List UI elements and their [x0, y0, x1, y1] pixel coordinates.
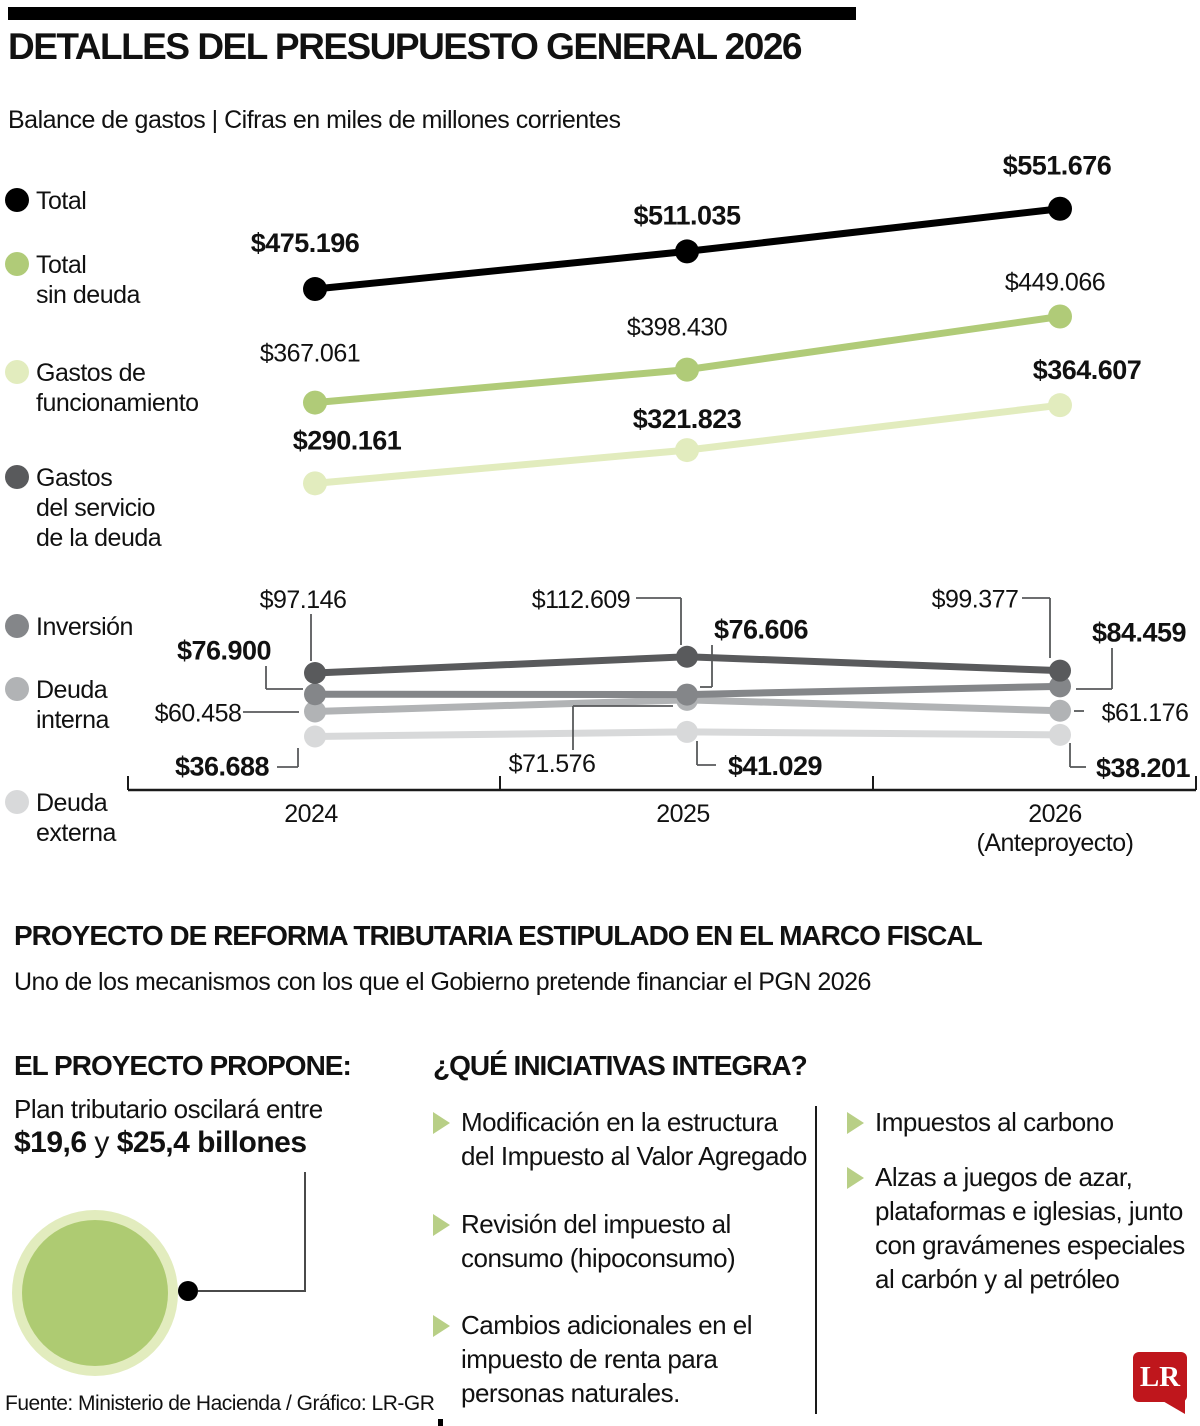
data-point: [303, 391, 327, 415]
data-point: [303, 277, 327, 301]
initiative-text: Modificación en la estructura del Impuesto al Valor Agregado: [461, 1107, 807, 1171]
value-label: $449.066: [1004, 268, 1106, 297]
value-label: $41.029: [727, 750, 823, 781]
value-label: $76.606: [713, 614, 809, 645]
initiative-item-carbono: [847, 1105, 1192, 1139]
legend-item-deuda-interna: [5, 675, 109, 735]
circle-leader-horizontal: [198, 1290, 306, 1292]
value-label: $61.176: [1101, 698, 1189, 727]
initiative-item-hipoconsumo: [433, 1207, 808, 1275]
lr-logo-tail-icon: [1161, 1400, 1185, 1414]
legend-label: Deuda: [36, 789, 108, 817]
value-label: $97.146: [259, 585, 347, 614]
proposal-line1: Plan tributario oscilará entre: [14, 1094, 323, 1124]
column-divider: [815, 1106, 817, 1414]
legend-label: Gastos de: [36, 359, 146, 387]
bullet-triangle-icon: [433, 1214, 450, 1236]
value-label: $367.061: [259, 339, 361, 368]
value-label: $84.459: [1091, 617, 1187, 648]
section2-title: PROYECTO DE REFORMA TRIBUTARIA ESTIPULADO EN EL MARCO FISCAL: [14, 920, 982, 951]
legend-label: Total: [36, 187, 87, 215]
legend-label: Deuda: [36, 676, 108, 704]
page-title: DETALLES DEL PRESUPUESTO GENERAL 2026: [8, 26, 801, 67]
bullet-triangle-icon: [433, 1315, 450, 1337]
legend-item-total: [5, 186, 86, 216]
section2-subtitle: Uno de los mecanismos con los que el Gobierno pretende financiar el PGN 2026: [14, 968, 871, 996]
legend-label: interna: [36, 706, 109, 734]
circle-anchor-dot: [178, 1281, 198, 1301]
legend-item-deuda-externa: [5, 788, 116, 848]
value-label: $60.458: [154, 699, 242, 728]
legend-swatch-deuda-interna: [5, 677, 29, 701]
value-label: $76.900: [176, 635, 272, 666]
legend-swatch-inversion: [5, 614, 29, 638]
value-label: $99.377: [931, 585, 1019, 614]
x-axis-label-2026-note: (Anteproyecto): [976, 829, 1134, 857]
legend-swatch-gastos-funcionamiento: [5, 360, 29, 384]
legend-swatch-total-sin-deuda: [5, 252, 29, 276]
data-point: [1049, 660, 1071, 682]
data-point: [676, 721, 698, 743]
legend-swatch-total: [5, 188, 29, 212]
initiative-item-azar: [847, 1160, 1192, 1296]
value-label: $475.196: [250, 228, 360, 259]
legend-item-total-sin-deuda: [5, 250, 140, 310]
value-label: $364.607: [1032, 355, 1142, 386]
value-label: $38.201: [1095, 752, 1191, 783]
bottom-edge-mark: [438, 1419, 443, 1426]
bullet-triangle-icon: [847, 1112, 864, 1134]
legend-item-inversion: [5, 612, 133, 642]
data-point: [303, 471, 327, 495]
data-point: [1048, 304, 1072, 328]
legend-label: Gastos: [36, 464, 113, 492]
legend-label: del servicio: [36, 494, 156, 522]
legend-item-gastos-funcionamiento: [5, 358, 199, 418]
data-point: [1048, 197, 1072, 221]
initiative-text: Revisión del impuesto al consumo (hipoconsumo): [461, 1209, 736, 1273]
legend-label: sin deuda: [36, 281, 140, 309]
chart-subtitle: Balance de gastos | Cifras en miles de millones corrientes: [8, 106, 621, 134]
source-credit: Fuente: Ministerio de Hacienda / Gráfico: LR-GR: [5, 1392, 435, 1415]
bullet-triangle-icon: [847, 1167, 864, 1189]
proposal-range: [14, 1126, 307, 1160]
initiative-text: Impuestos al carbono: [875, 1107, 1114, 1137]
data-point: [1049, 700, 1071, 722]
data-point: [676, 646, 698, 668]
range-low: $19,6: [14, 1126, 87, 1159]
initiative-text: Cambios adicionales en el impuesto de renta para personas naturales.: [461, 1310, 753, 1408]
data-point: [676, 684, 698, 706]
value-label: $290.161: [292, 425, 402, 456]
data-point: [1049, 724, 1071, 746]
legend-label: de la deuda: [36, 524, 162, 552]
data-point: [675, 358, 699, 382]
circle-leader-vertical: [304, 1172, 306, 1292]
legend-swatch-servicio-deuda: [5, 465, 29, 489]
lr-logo: LR: [1133, 1352, 1187, 1402]
value-label: $36.688: [174, 751, 270, 782]
data-point: [675, 438, 699, 462]
data-point: [304, 725, 326, 747]
data-point: [304, 662, 326, 684]
initiatives-heading: ¿QUÉ INICIATIVAS INTEGRA?: [433, 1050, 807, 1081]
data-point: [1048, 393, 1072, 417]
x-axis-label-2026-year: 2026: [1028, 800, 1082, 828]
initiative-item-renta: [433, 1308, 808, 1410]
range-high: $25,4 billones: [116, 1126, 307, 1159]
value-label: $398.430: [626, 313, 728, 342]
legend-label: Inversión: [36, 613, 133, 641]
value-label: $71.576: [508, 749, 596, 778]
legend-label: funcionamiento: [36, 389, 199, 417]
x-axis-label-2025: 2025: [656, 800, 710, 828]
proposal-heading: EL PROYECTO PROPONE:: [14, 1050, 351, 1081]
value-label: $551.676: [1002, 150, 1112, 181]
legend-item-servicio-deuda: [5, 463, 161, 553]
range-connector: y: [86, 1126, 117, 1159]
initiative-text: Alzas a juegos de azar, plataformas e iglesias, junto con gravámenes especiales al carbón y al petróleo: [875, 1162, 1185, 1294]
value-label: $112.609: [531, 585, 631, 614]
value-label: $511.035: [633, 200, 741, 231]
x-axis-label-2024: 2024: [284, 800, 338, 828]
x-axis-label-2026: [955, 800, 1155, 858]
bullet-triangle-icon: [433, 1112, 450, 1134]
initiative-item-iva: [433, 1105, 808, 1173]
data-point: [675, 239, 699, 263]
legend-label: Total: [36, 251, 87, 279]
budget-circle-inner: [22, 1220, 168, 1366]
value-label: $321.823: [632, 404, 742, 435]
legend-label: externa: [36, 819, 116, 847]
legend-swatch-deuda-externa: [5, 790, 29, 814]
data-point: [304, 683, 326, 705]
